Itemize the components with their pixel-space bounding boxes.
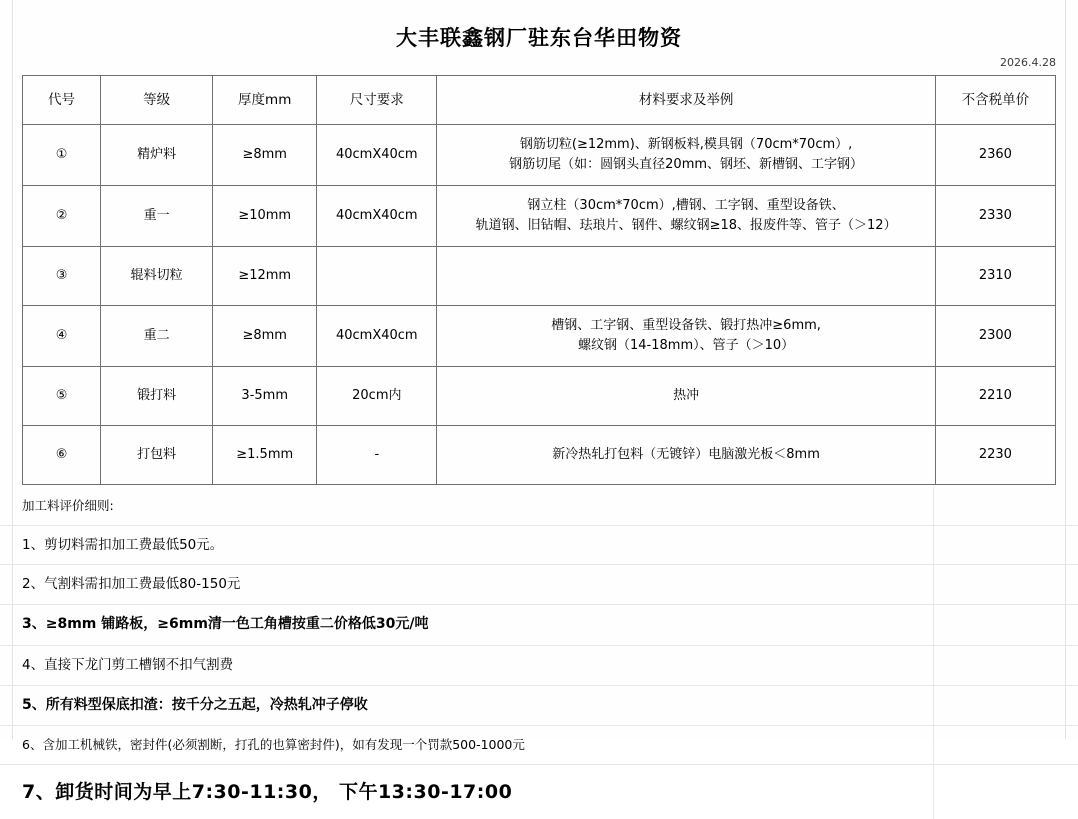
cell-code: ② <box>23 186 101 247</box>
column-header-grade: 等级 <box>101 76 213 125</box>
column-header-price: 不含税单价 <box>935 76 1055 125</box>
notes-section <box>0 487 1078 819</box>
cell-thickness: ≥1.5mm <box>213 426 317 485</box>
cell-requirement-line1: 槽钢、工字钢、重型设备铁、锻打热冲≥6mm, <box>551 317 821 333</box>
cell-requirement-line2: 钢筋切尾（如：圆钢头直径20mm、钢坯、新槽钢、工字钢） <box>509 157 864 172</box>
cell-code: ⑤ <box>23 367 101 426</box>
cell-requirement <box>437 247 935 306</box>
cell-grade: 重二 <box>101 306 213 367</box>
cell-size: 40cmX40cm <box>317 125 437 186</box>
cell-grade: 精炉料 <box>101 125 213 186</box>
table-row <box>23 186 1056 247</box>
cell-price: 2300 <box>935 306 1055 367</box>
table-row <box>23 367 1056 426</box>
cell-requirement <box>437 186 935 247</box>
table-row <box>23 247 1056 306</box>
cell-thickness: ≥10mm <box>213 186 317 247</box>
column-header-requirement: 材料要求及举例 <box>437 76 935 125</box>
cell-requirement-line2: 轨道钢、旧钻帽、珐琅片、钢件、螺纹钢≥18、报废件等、管子（＞12） <box>475 218 897 233</box>
cell-price: 2310 <box>935 247 1055 306</box>
document-date: 2026.4.28 <box>1000 56 1056 69</box>
cell-requirement-line2: 螺纹钢（14-18mm）、管子（＞10） <box>578 338 795 353</box>
note-item-1: 1、剪切料需扣加工费最低50元。 <box>0 526 1078 566</box>
note-item-5: 5、所有料型保底扣渣：按千分之五起，冷热轧冲子停收 <box>0 686 1078 727</box>
cell-price: 2230 <box>935 426 1055 485</box>
cell-size: 20cm内 <box>317 367 437 426</box>
cell-thickness: 3-5mm <box>213 367 317 426</box>
note-item-2: 2、气割料需扣加工费最低80-150元 <box>0 565 1078 605</box>
column-header-size: 尺寸要求 <box>317 76 437 125</box>
note-item-6: 6、含加工机械铁，密封件(必须割断，打孔的也算密封件)，如有发现一个罚款500-1000元 <box>0 726 1078 765</box>
cell-code: ① <box>23 125 101 186</box>
table-row <box>23 306 1056 367</box>
cell-requirement: 热冲 <box>437 367 935 426</box>
cell-code: ③ <box>23 247 101 306</box>
cell-size: 40cmX40cm <box>317 306 437 367</box>
note-item-7: 7、卸货时间为早上7:30-11:30， 下午13:30-17:00 <box>22 780 513 803</box>
column-header-thickness: 厚度mm <box>213 76 317 125</box>
cell-grade: 锻打料 <box>101 367 213 426</box>
cell-price: 2360 <box>935 125 1055 186</box>
cell-requirement-line1: 钢筋切粒(≥12mm)、新钢板料,模具钢（70cm*70cm）, <box>519 136 853 152</box>
note-item-4: 4、直接下龙门剪工槽钢不扣气割费 <box>0 646 1078 686</box>
table-row <box>23 426 1056 485</box>
column-header-code: 代号 <box>23 76 101 125</box>
cell-price: 2330 <box>935 186 1055 247</box>
cell-requirement <box>437 125 935 186</box>
cell-grade: 打包料 <box>101 426 213 485</box>
notes-heading: 加工料评价细则: <box>0 487 1078 526</box>
cell-price: 2210 <box>935 367 1055 426</box>
cell-thickness: ≥8mm <box>213 125 317 186</box>
note-item-3: 3、≥8mm 铺路板，≥6mm清一色工角槽按重二价格低30元/吨 <box>0 605 1078 646</box>
cell-size <box>317 247 437 306</box>
cell-requirement-line1: 钢立柱（30cm*70cm）,槽钢、工字钢、重型设备铁、 <box>527 197 845 213</box>
cell-thickness: ≥8mm <box>213 306 317 367</box>
cell-size: - <box>317 426 437 485</box>
price-table-wrap <box>0 75 1078 485</box>
table-row <box>23 125 1056 186</box>
cell-grade: 重一 <box>101 186 213 247</box>
cell-requirement <box>437 306 935 367</box>
cell-grade: 辊料切粒 <box>101 247 213 306</box>
cell-requirement: 新冷热轧打包料（无镀锌）电脑激光板＜8mm <box>437 426 935 485</box>
cell-size: 40cmX40cm <box>317 186 437 247</box>
cell-code: ⑥ <box>23 426 101 485</box>
table-header-row <box>23 76 1056 125</box>
cell-code: ④ <box>23 306 101 367</box>
price-table <box>22 75 1056 485</box>
page-title: 大丰联鑫钢厂驻东台华田物资 <box>396 26 682 50</box>
notes-inner <box>0 487 1078 819</box>
cell-thickness: ≥12mm <box>213 247 317 306</box>
